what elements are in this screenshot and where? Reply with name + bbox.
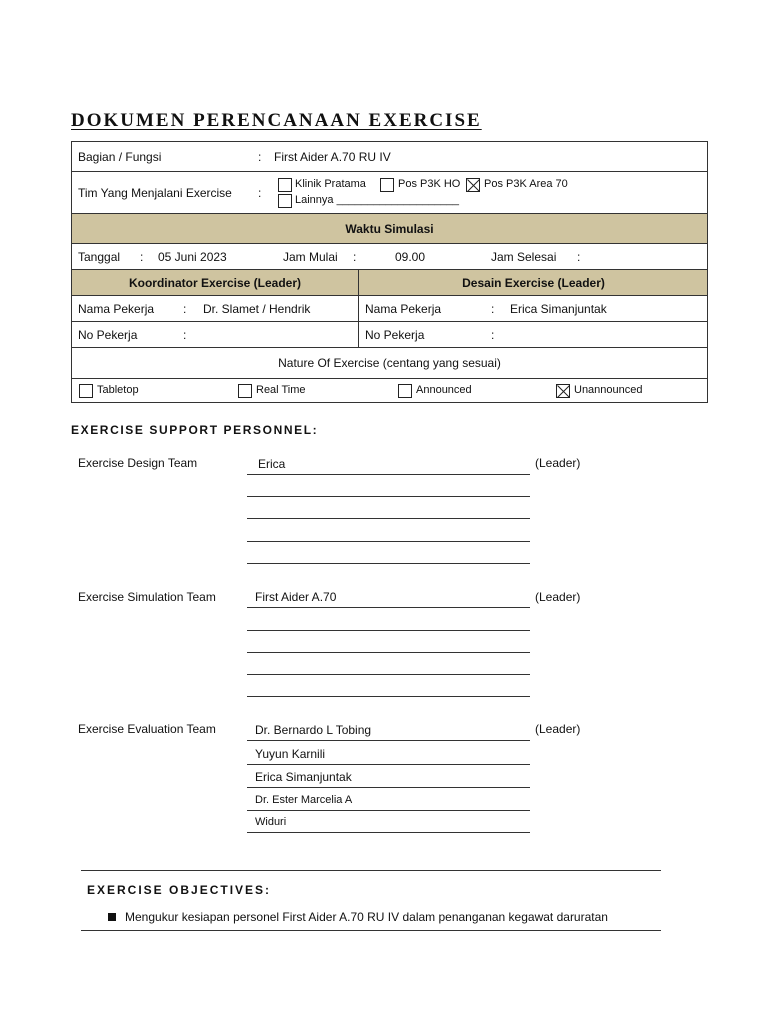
desain-nama-colon: : [491, 301, 495, 316]
koordinator-nama-label: Nama Pekerja [78, 301, 155, 316]
simulation-team-leader-tag: (Leader) [535, 590, 581, 604]
design-team-member [247, 477, 530, 497]
design-team-label: Exercise Design Team [78, 456, 198, 470]
design-team-member [247, 544, 530, 564]
tabletop-checkbox[interactable] [79, 384, 93, 398]
nature-header-row [72, 348, 707, 379]
koordinator-header: Koordinator Exercise (Leader) [128, 275, 302, 290]
jam-mulai-value: 09.00 [395, 249, 426, 264]
row-waktu [72, 244, 707, 270]
announced-label: Announced [416, 384, 472, 396]
column-divider [358, 322, 359, 347]
pos-area-label: Pos P3K Area 70 [484, 178, 568, 190]
simulation-team-member [247, 611, 530, 631]
tim-label: Tim Yang Menjalani Exercise [78, 185, 232, 200]
desain-no-colon: : [491, 327, 495, 342]
simulation-team-member [247, 655, 530, 675]
tanggal-value: 05 Juni 2023 [158, 249, 227, 264]
objectives-top-rule [81, 870, 661, 871]
pos-ho-checkbox[interactable] [380, 178, 394, 192]
bagian-colon: : [258, 149, 262, 164]
design-team-member [247, 522, 530, 542]
simulation-team-member [247, 677, 530, 697]
tabletop-label: Tabletop [97, 384, 139, 396]
tim-colon: : [258, 185, 262, 200]
document-title: DOKUMEN PERENCANAAN EXERCISE [71, 110, 482, 131]
evaluation-team-member: Dr. Ester Marcelia A [247, 791, 530, 811]
row-tim [72, 172, 707, 214]
klinik-label: Klinik Pratama [295, 178, 366, 190]
tanggal-label: Tanggal [78, 249, 121, 264]
column-divider [358, 296, 359, 321]
pos-ho-label: Pos P3K HO [398, 178, 461, 190]
pos-area-checkbox[interactable] [466, 178, 480, 192]
koordinator-no-colon: : [183, 327, 187, 342]
evaluation-team-member: Dr. Bernardo L Tobing [247, 721, 530, 741]
row-bagian [72, 142, 707, 172]
lainnya-checkbox[interactable] [278, 194, 292, 208]
jam-selesai-colon: : [577, 249, 581, 264]
bagian-label: Bagian / Fungsi [78, 149, 162, 164]
desain-no-label: No Pekerja [365, 327, 425, 342]
planning-table [71, 141, 708, 403]
tanggal-colon: : [140, 249, 144, 264]
evaluation-team-member: Yuyun Karnili [247, 745, 530, 765]
desain-header: Desain Exercise (Leader) [462, 275, 605, 290]
design-team-member: Erica [247, 455, 530, 475]
waktu-header-row [72, 214, 707, 244]
simulation-team-member [247, 633, 530, 653]
nature-options-row [72, 379, 707, 403]
evaluation-team-member: Widuri [247, 813, 530, 833]
objectives-heading: EXERCISE OBJECTIVES: [87, 883, 272, 897]
jam-mulai-colon: : [353, 249, 357, 264]
support-heading: EXERCISE SUPPORT PERSONNEL: [71, 423, 319, 437]
lainnya-label: Lainnya ____________________ [295, 194, 459, 206]
desain-nama-value: Erica Simanjuntak [510, 301, 607, 316]
bullet-icon [108, 913, 116, 921]
objectives-bottom-rule [81, 930, 661, 931]
evaluation-team-label: Exercise Evaluation Team [78, 722, 216, 736]
koordinator-nama-colon: : [183, 301, 187, 316]
leader-header-row [72, 270, 707, 296]
announced-checkbox[interactable] [398, 384, 412, 398]
koordinator-nama-value: Dr. Slamet / Hendrik [203, 301, 311, 316]
unannounced-label: Unannounced [574, 384, 643, 396]
nature-header: Nature Of Exercise (centang yang sesuai) [278, 356, 501, 370]
waktu-header: Waktu Simulasi [345, 221, 434, 236]
row-nama-pekerja [72, 296, 707, 322]
koordinator-no-label: No Pekerja [78, 327, 138, 342]
desain-nama-label: Nama Pekerja [365, 301, 442, 316]
bagian-value: First Aider A.70 RU IV [274, 149, 391, 164]
klinik-checkbox[interactable] [278, 178, 292, 192]
evaluation-team-member: Erica Simanjuntak [247, 768, 530, 788]
evaluation-team-leader-tag: (Leader) [535, 722, 581, 736]
design-team-leader-tag: (Leader) [535, 456, 581, 470]
objective-item: Mengukur kesiapan personel First Aider A.70 RU IV dalam penanganan kegawat daruratan [125, 910, 608, 924]
row-no-pekerja [72, 322, 707, 348]
unannounced-checkbox[interactable] [556, 384, 570, 398]
simulation-team-member: First Aider A.70 [247, 588, 530, 608]
jam-mulai-label: Jam Mulai [283, 249, 338, 264]
design-team-member [247, 499, 530, 519]
simulation-team-label: Exercise Simulation Team [78, 590, 216, 604]
jam-selesai-label: Jam Selesai [491, 249, 557, 264]
realtime-label: Real Time [256, 384, 306, 396]
realtime-checkbox[interactable] [238, 384, 252, 398]
